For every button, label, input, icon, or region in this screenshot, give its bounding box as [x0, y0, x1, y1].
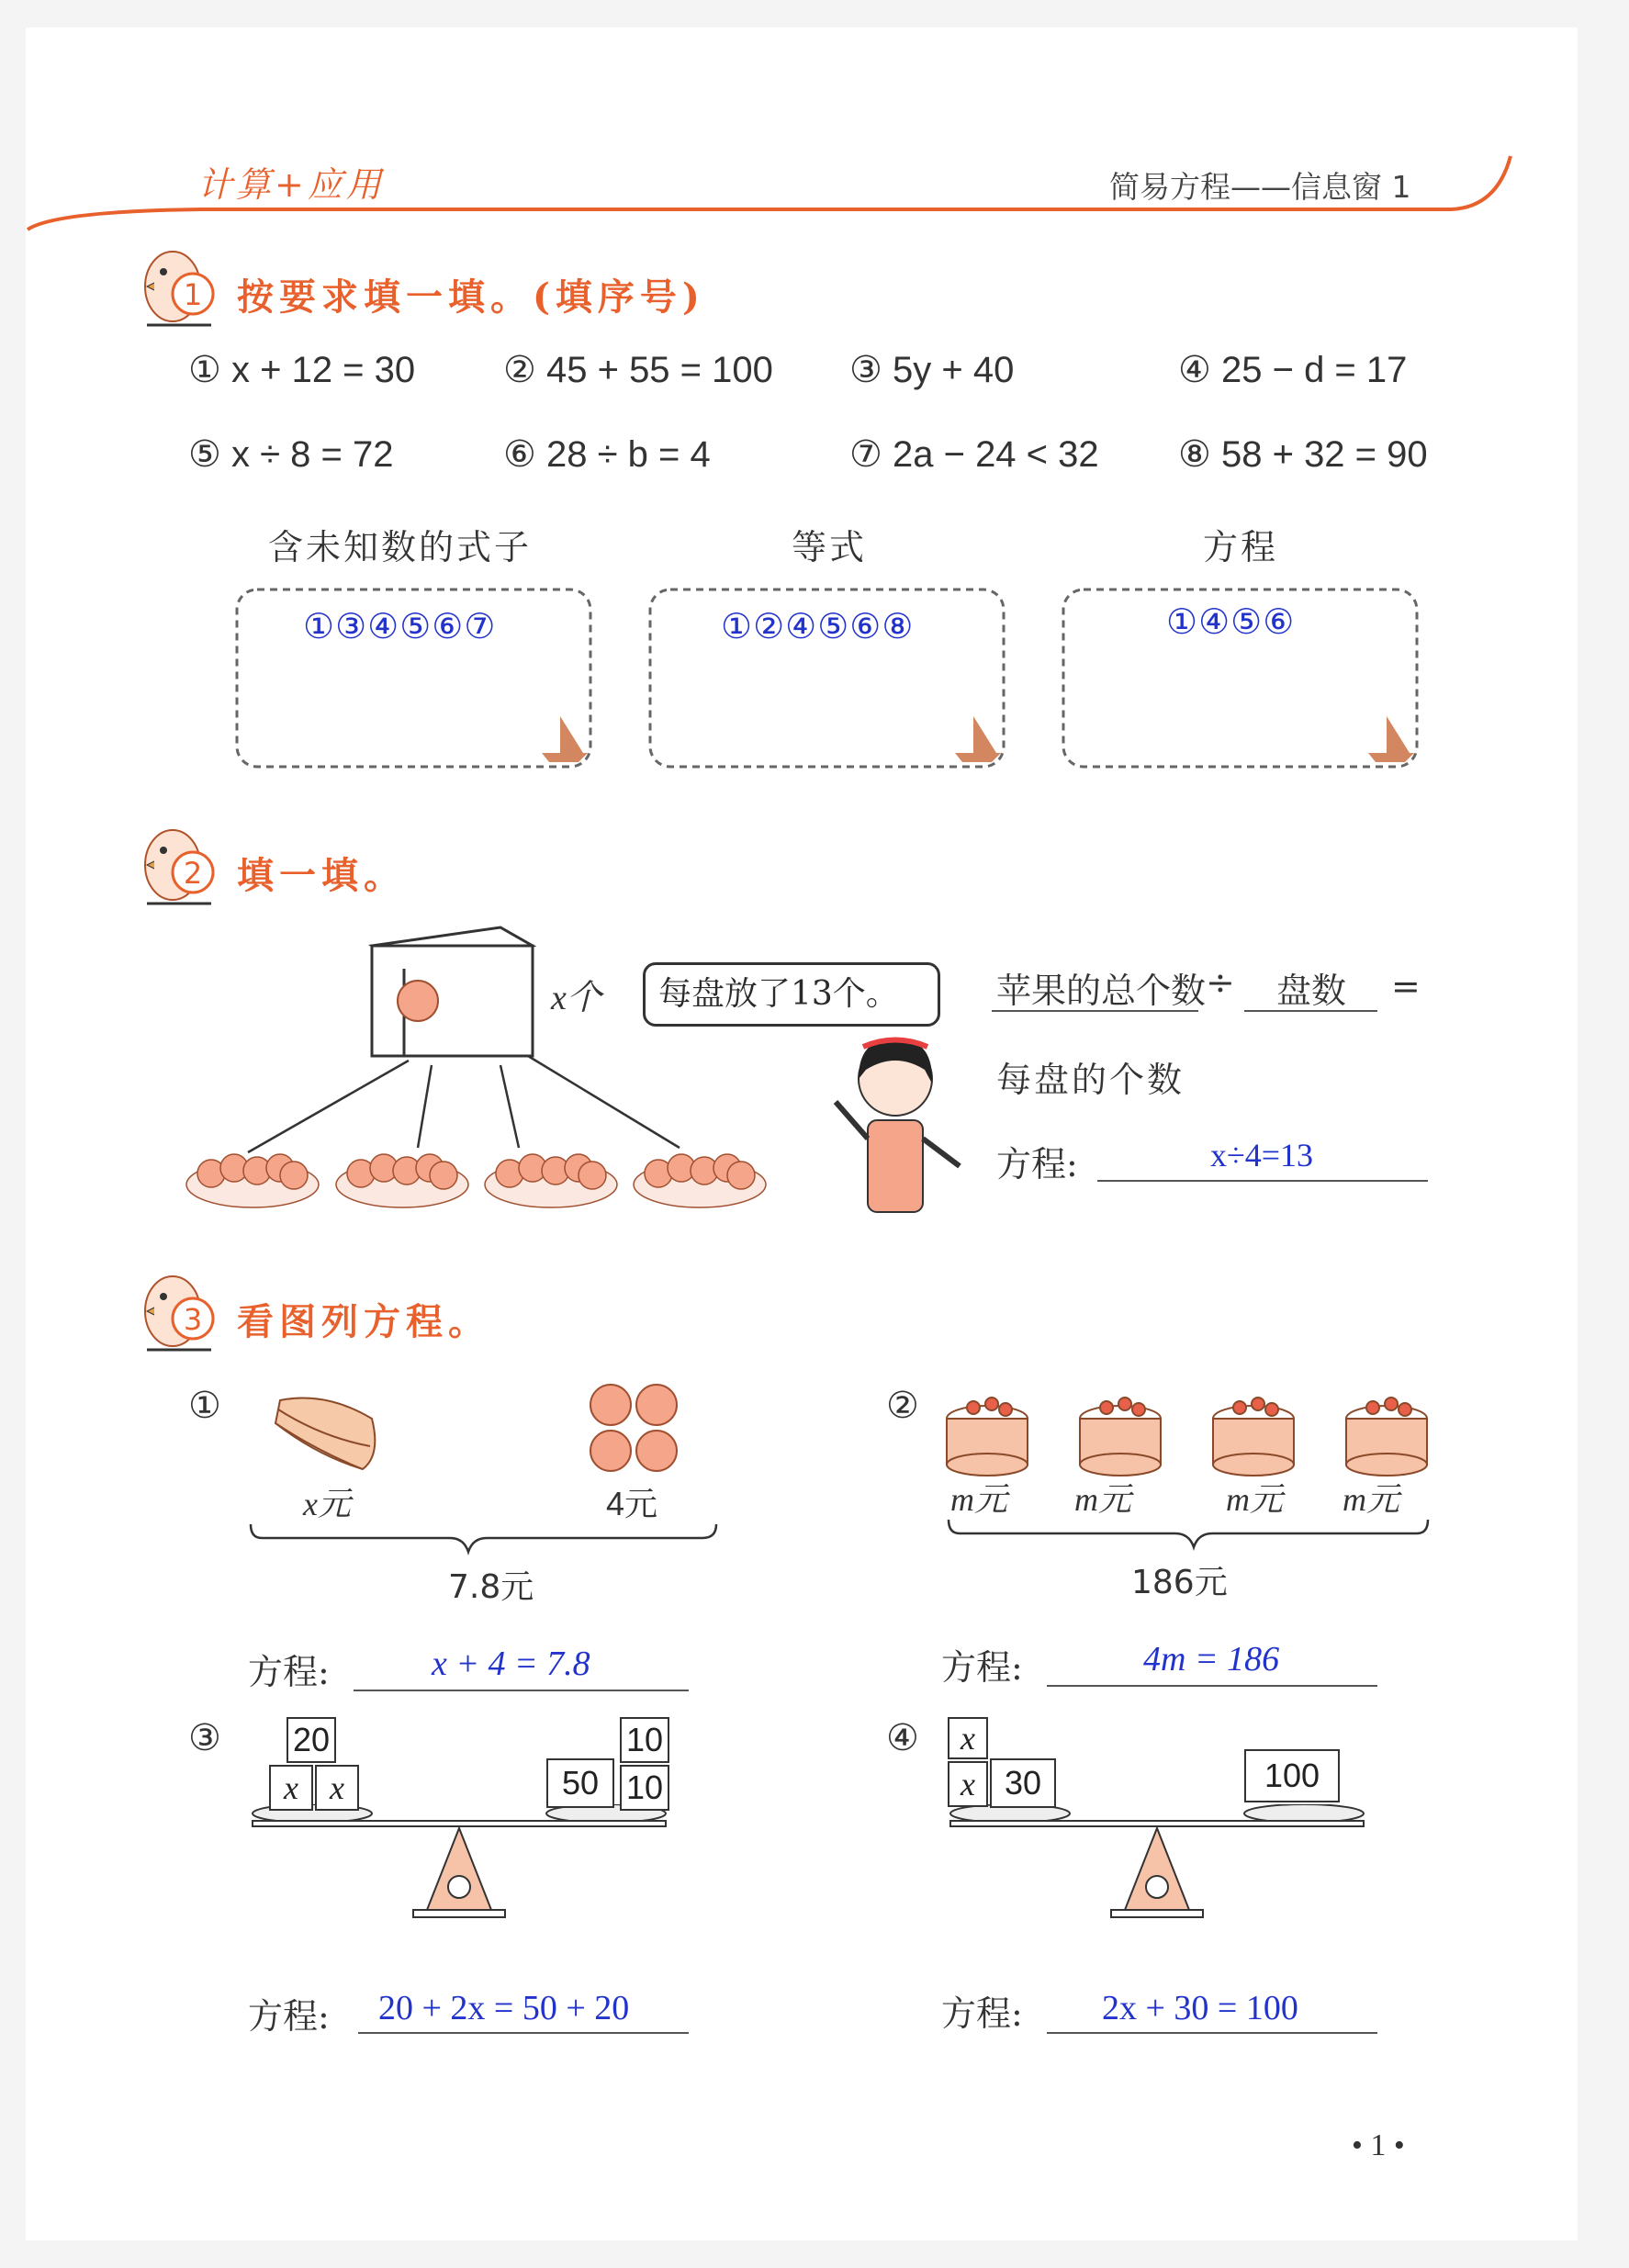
equation-8: ⑧ 58 + 32 = 90 — [1178, 434, 1428, 475]
balance-scale-icon — [941, 1804, 1382, 1928]
fill-plates: 盘数 — [1276, 971, 1347, 1011]
weight-box: 100 — [1244, 1749, 1340, 1802]
equation-label: 方程: — [941, 1993, 1023, 2034]
speech-bubble: 每盘放了13个。 — [643, 962, 940, 1027]
equation-7: ⑦ 2a − 24 < 32 — [849, 434, 1099, 475]
page-number: • 1 • — [1352, 2128, 1405, 2162]
equation-label: 方程: — [248, 1996, 330, 2037]
problem-4-number: ④ — [886, 1718, 919, 1758]
category-label-equalities: 等式 — [792, 527, 868, 567]
header-left-title: 计算+应用 — [197, 164, 385, 205]
cake-price: m元 — [950, 1481, 1007, 1518]
weight-box: 20 — [286, 1717, 336, 1763]
box-count-label: x个 — [551, 979, 601, 1017]
equation-5: ⑤ x ÷ 8 = 72 — [188, 434, 394, 475]
apple-price: 4元 — [606, 1485, 658, 1522]
fill-line — [992, 1010, 1198, 1012]
section-number: 3 — [183, 1302, 203, 1337]
equation-answer: 20 + 2x = 50 + 20 — [378, 1989, 630, 2027]
fill-line — [358, 2032, 689, 2034]
per-plate-text: 每盘的个数 — [996, 1060, 1185, 1100]
equation-1: ① x + 12 = 30 — [188, 350, 416, 390]
cake-price: m元 — [1226, 1481, 1283, 1518]
weight-box-x: x — [315, 1765, 359, 1811]
equals-sign: = — [1391, 966, 1421, 1006]
answer-equations: ①④⑤⑥ — [1166, 601, 1296, 642]
weight-box-x: x — [269, 1765, 313, 1811]
fill-total-apples: 苹果的总个数 — [996, 971, 1207, 1011]
fill-line — [354, 1690, 689, 1691]
equation-2: ② 45 + 55 = 100 — [503, 350, 773, 390]
section2-title: 填一填。 — [237, 854, 406, 897]
weight-box: 50 — [546, 1758, 614, 1808]
equation-answer: x + 4 = 7.8 — [432, 1645, 590, 1683]
total-price: 186元 — [1131, 1564, 1228, 1601]
fill-line — [1244, 1010, 1377, 1012]
balance-scale-icon — [243, 1804, 684, 1928]
bird-icon — [138, 1265, 220, 1366]
girl-illustration — [822, 1028, 983, 1230]
fill-line — [1047, 1685, 1377, 1687]
weight-box: 10 — [620, 1717, 669, 1763]
weight-box: 10 — [620, 1765, 669, 1811]
equation-label: 方程: — [248, 1652, 330, 1692]
weight-box-x: x — [948, 1717, 988, 1759]
section-number: 1 — [183, 277, 203, 312]
equation-answer: 4m = 186 — [1143, 1640, 1280, 1679]
section-number: 2 — [183, 856, 203, 891]
category-label-equations: 方程 — [1203, 527, 1279, 567]
equation-answer: 2x + 30 = 100 — [1102, 1989, 1298, 2027]
answer-equalities: ①②④⑤⑥⑧ — [721, 606, 915, 646]
header-right-title: 简易方程——信息窗 1 — [1109, 169, 1411, 205]
equation-4: ④ 25 − d = 17 — [1178, 350, 1408, 390]
bananas-apples-illustration — [243, 1382, 730, 1566]
division-sign: ÷ — [1206, 962, 1235, 1003]
equation-label: 方程: — [941, 1647, 1023, 1688]
equation-3: ③ 5y + 40 — [849, 350, 1015, 390]
banana-price: x元 — [303, 1486, 351, 1522]
cake-price: m元 — [1074, 1481, 1131, 1518]
answer-expressions: ①③④⑤⑥⑦ — [303, 606, 497, 646]
category-label-expressions: 含未知数的式子 — [268, 527, 533, 567]
bird-icon — [138, 819, 220, 920]
section3-title: 看图列方程。 — [237, 1300, 490, 1343]
bird-icon — [138, 241, 220, 342]
equation-label: 方程: — [996, 1144, 1078, 1185]
fill-line — [1097, 1180, 1428, 1182]
section1-title: 按要求填一填。(填序号) — [237, 275, 705, 319]
equation-answer: x÷4=13 — [1210, 1137, 1314, 1173]
weight-box-x: x — [948, 1761, 988, 1807]
total-price: 7.8元 — [448, 1568, 534, 1606]
problem-3-number: ③ — [188, 1718, 221, 1758]
problem-1-number: ① — [188, 1386, 221, 1426]
cake-price: m元 — [1343, 1481, 1399, 1518]
problem-2-number: ② — [886, 1386, 919, 1426]
weight-box: 30 — [990, 1758, 1056, 1808]
header-rule — [18, 147, 1524, 239]
fill-line — [1047, 2032, 1377, 2034]
total-brace — [941, 1515, 1437, 1561]
equation-6: ⑥ 28 ÷ b = 4 — [503, 434, 711, 475]
